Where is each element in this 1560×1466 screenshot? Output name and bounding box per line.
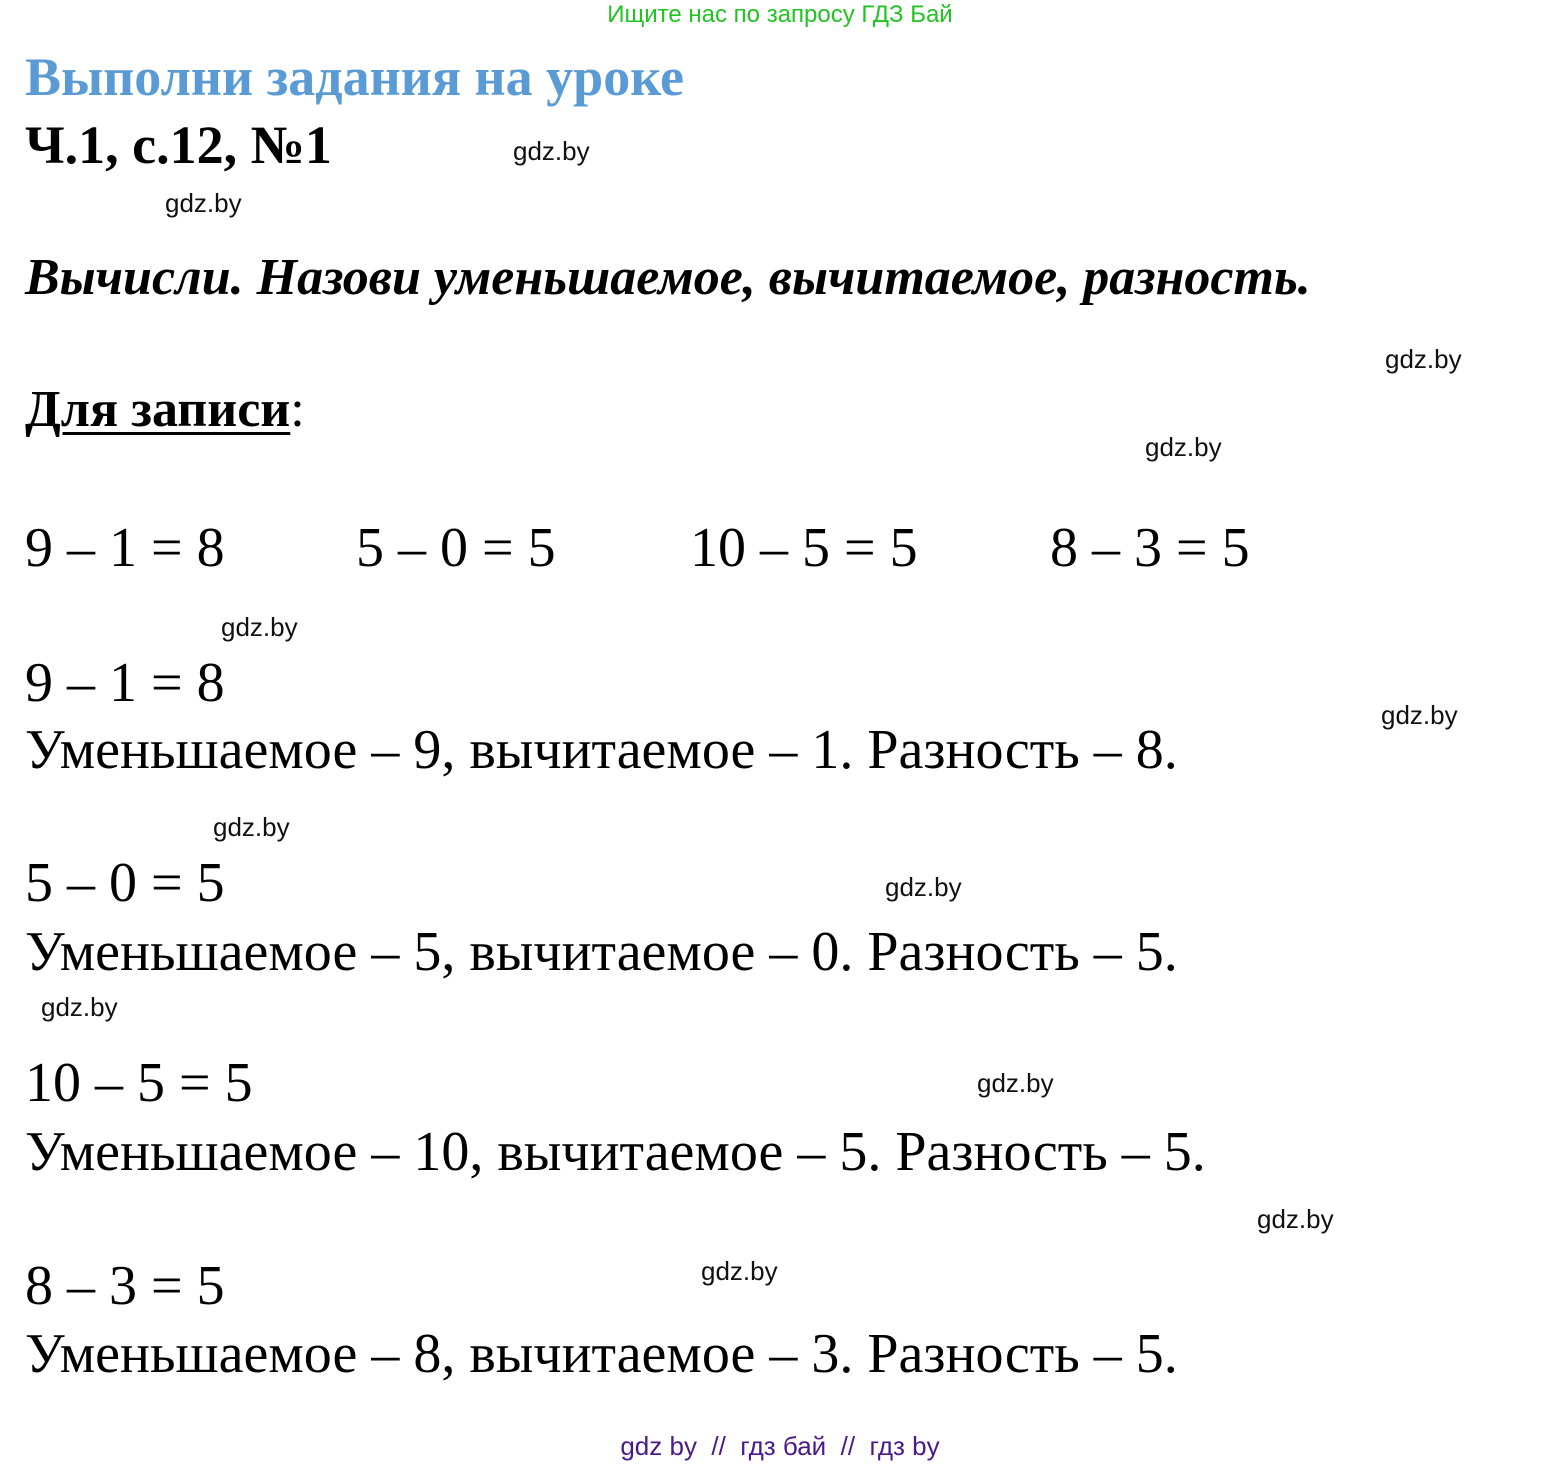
section-title: Выполни задания на уроке: [25, 47, 684, 107]
answer-explanation: Уменьшаемое – 10, вычитаемое – 5. Разность – 5.: [25, 1121, 1206, 1183]
watermark: gdz.by: [1385, 344, 1462, 374]
task-statement: Вычисли. Назови уменьшаемое, вычитаемое, разность.: [25, 249, 1311, 306]
equation: 5 – 0 = 5: [356, 517, 556, 579]
watermark: gdz.by: [165, 188, 242, 218]
answer-explanation: Уменьшаемое – 9, вычитаемое – 1. Разность – 8.: [25, 719, 1178, 781]
equation: 9 – 1 = 8: [25, 517, 225, 579]
footer-links: gdz by // гдз бай // гдз by: [620, 1431, 940, 1461]
watermark: gdz.by: [1257, 1204, 1334, 1234]
watermark: gdz.by: [701, 1256, 778, 1286]
watermark: gdz.by: [41, 992, 118, 1022]
answer-equation: 10 – 5 = 5: [25, 1052, 253, 1114]
watermark: gdz.by: [1145, 432, 1222, 462]
equation: 10 – 5 = 5: [690, 517, 918, 579]
watermark: gdz.by: [513, 136, 590, 166]
record-heading: [25, 381, 305, 438]
watermark: gdz.by: [977, 1068, 1054, 1098]
record-label: Для записи: [25, 381, 291, 438]
watermark: gdz.by: [1381, 700, 1458, 730]
answer-equation: 8 – 3 = 5: [25, 1255, 225, 1317]
answer-explanation: Уменьшаемое – 5, вычитаемое – 0. Разность – 5.: [25, 921, 1178, 983]
watermark: gdz.by: [213, 812, 290, 842]
record-colon: :: [290, 381, 305, 438]
answer-explanation: Уменьшаемое – 8, вычитаемое – 3. Разность – 5.: [25, 1323, 1178, 1385]
search-hint: Ищите нас по запросу ГДЗ Бай: [607, 1, 953, 28]
equation: 8 – 3 = 5: [1050, 517, 1250, 579]
watermark: gdz.by: [221, 612, 298, 642]
exercise-reference: Ч.1, с.12, №1: [25, 115, 332, 175]
answer-equation: 9 – 1 = 8: [25, 652, 225, 714]
answer-equation: 5 – 0 = 5: [25, 852, 225, 914]
watermark: gdz.by: [885, 872, 962, 902]
